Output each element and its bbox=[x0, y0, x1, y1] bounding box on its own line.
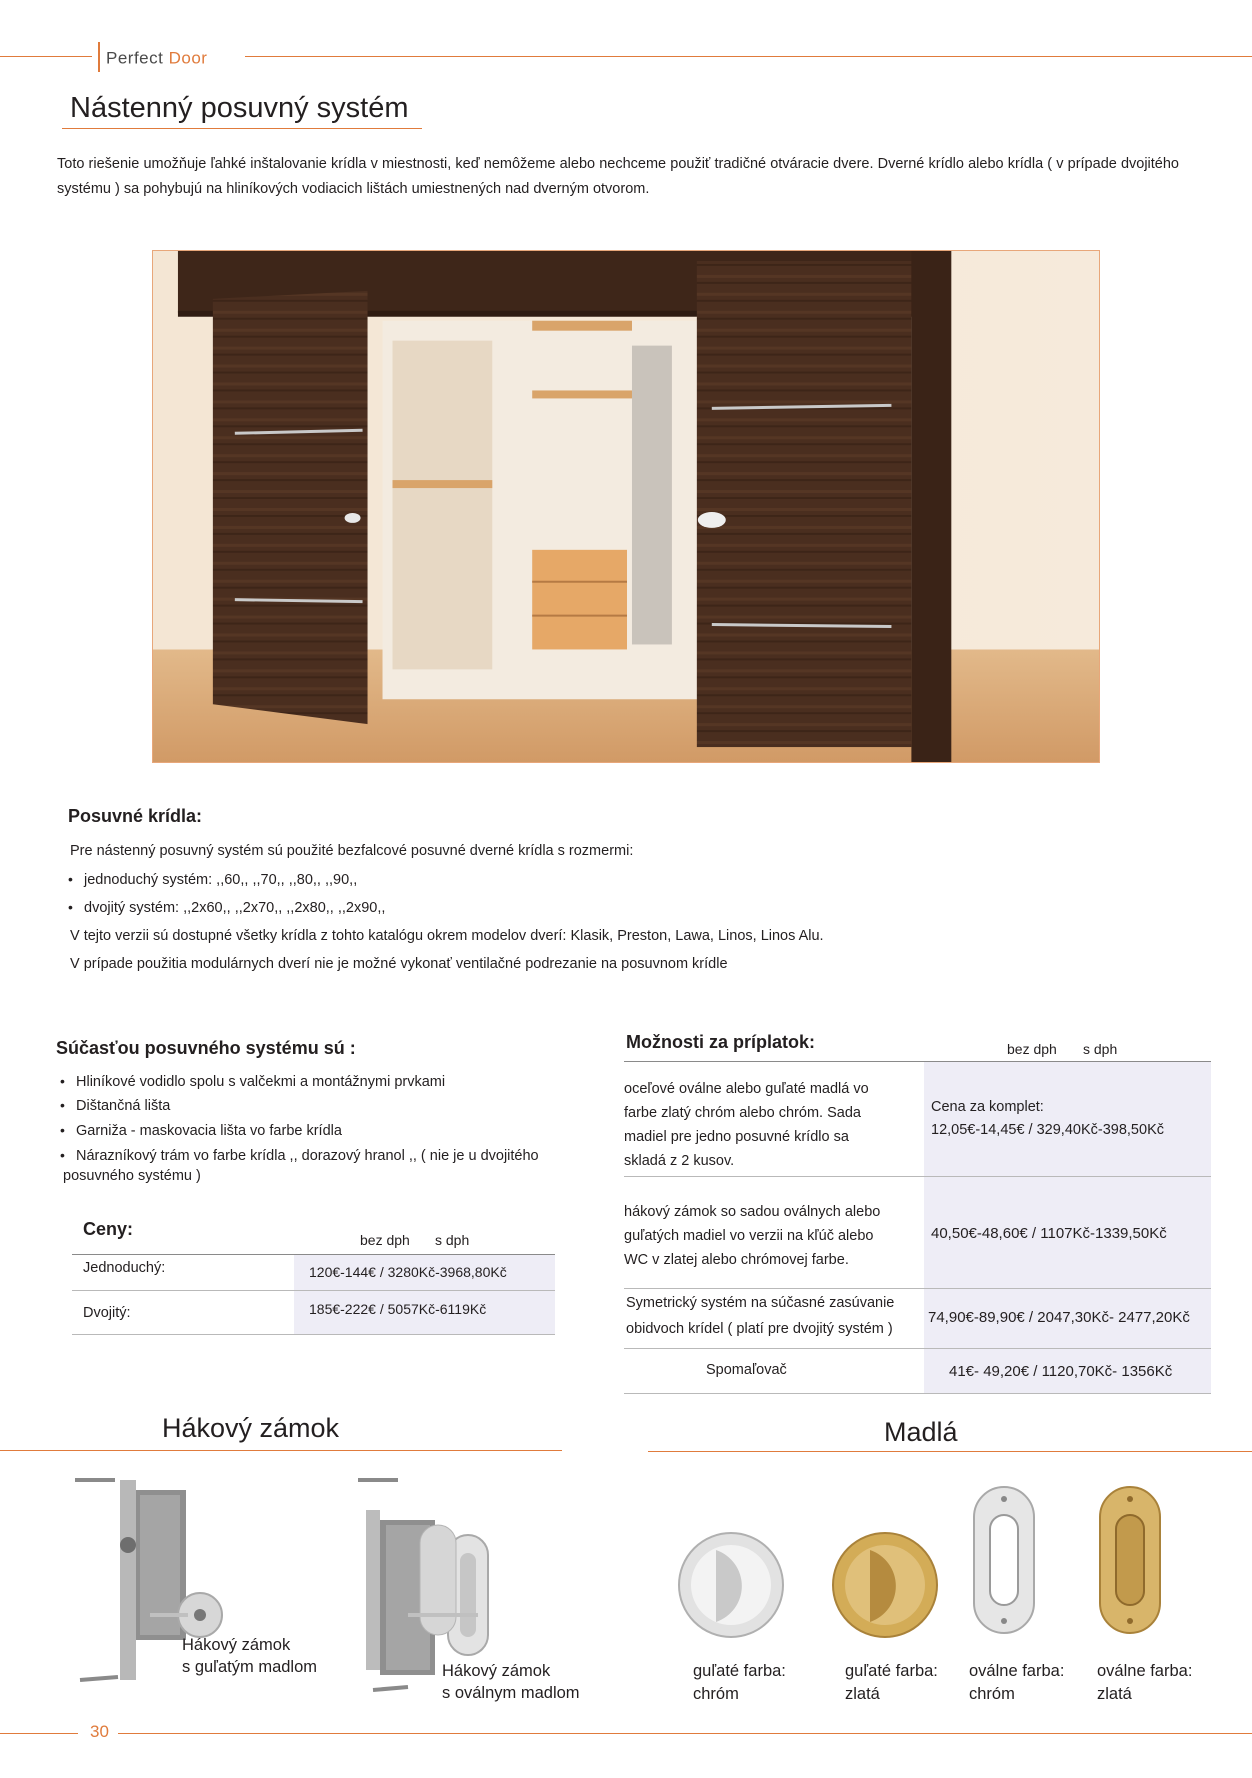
logo-bar bbox=[98, 42, 100, 72]
handle-caption-line1: guľaté farba: bbox=[845, 1662, 938, 1680]
option-line: madiel pre jedno posuvné krídlo sa bbox=[624, 1129, 849, 1145]
sliding-door-photo bbox=[152, 250, 1100, 763]
option-line: obidvoch krídel ( platí pre dvojitý systém ) bbox=[626, 1321, 893, 1337]
prices-heading: Ceny: bbox=[83, 1219, 134, 1239]
header-rule-left bbox=[0, 56, 92, 57]
prices-row-rule bbox=[72, 1334, 555, 1335]
wings-item: • jednoduchý systém: ,,60,, ,,70,, ,,80,, ,,90,, bbox=[68, 869, 357, 890]
price-row-value: 120€-144€ / 3280Kč-3968,80Kč bbox=[309, 1264, 507, 1280]
brand-name-part2: Door bbox=[168, 48, 208, 68]
price-row-label: Jednoduchý: bbox=[83, 1260, 166, 1276]
locks-heading-rule bbox=[0, 1450, 562, 1451]
footer-rule-left bbox=[0, 1733, 78, 1734]
wings-note: V tejto verzii sú dostupné všetky krídla z tohto katalógu okrem modelov dverí: Klasik, Preston, Lawa, Linos, Linos Alu. bbox=[70, 928, 824, 944]
option-price: 41€- 49,20€ / 1120,70Kč- 1356Kč bbox=[949, 1363, 1173, 1380]
option-price-label: Cena za komplet: bbox=[931, 1099, 1044, 1115]
lock-caption-line2: s guľatým madlom bbox=[182, 1658, 318, 1676]
option-line: Symetrický systém na súčasné zasúvanie bbox=[626, 1295, 895, 1311]
title-underline bbox=[62, 128, 422, 129]
lock-caption-line2: s oválnym madlom bbox=[442, 1684, 580, 1702]
brand-logo bbox=[98, 44, 207, 74]
price-row-label: Dvojitý: bbox=[83, 1305, 131, 1321]
wings-heading: Posuvné krídla: bbox=[68, 806, 203, 826]
brand-name-part1: Perfect bbox=[106, 48, 164, 68]
options-row-rule bbox=[624, 1393, 1211, 1394]
handle-oval-gold-image bbox=[1098, 1485, 1162, 1635]
handles-heading-rule bbox=[648, 1451, 1252, 1452]
handle-caption-line1: oválne farba: bbox=[1097, 1662, 1193, 1680]
option-description bbox=[624, 1077, 911, 1173]
handle-caption-line1: oválne farba: bbox=[969, 1662, 1065, 1680]
options-row-rule bbox=[624, 1348, 1211, 1349]
lock-caption-line1: Hákový zámok bbox=[442, 1662, 551, 1680]
option-line: farbe zlatý chróm alebo chróm. Sada bbox=[624, 1105, 861, 1121]
parts-item: • Dištančná lišta bbox=[60, 1095, 170, 1116]
prices-col-without-vat: bez dph bbox=[360, 1232, 410, 1248]
parts-item: • Nárazníkový trám vo farbe krídla ,, dorazový hranol ,, ( nie je u dvojitého bbox=[60, 1145, 605, 1166]
parts-heading: Súčasťou posuvného systému sú : bbox=[56, 1038, 356, 1058]
option-description bbox=[624, 1200, 914, 1272]
options-row-rule bbox=[624, 1176, 1211, 1177]
handle-caption-line1: guľaté farba: bbox=[693, 1662, 786, 1680]
page-number: 30 bbox=[90, 1722, 109, 1741]
prices-row-rule bbox=[72, 1290, 555, 1291]
parts-item-continuation: posuvného systému ) bbox=[63, 1168, 201, 1184]
option-line: guľatých madiel vo verzii na kľúč alebo bbox=[624, 1228, 874, 1244]
options-heading: Možnosti za príplatok: bbox=[626, 1032, 815, 1052]
options-row-rule bbox=[624, 1288, 1211, 1289]
option-line: skladá z 2 kusov. bbox=[624, 1153, 735, 1169]
handle-caption-line2: zlatá bbox=[1097, 1685, 1132, 1703]
option-price: 12,05€-14,45€ / 329,40Kč-398,50Kč bbox=[931, 1122, 1164, 1138]
parts-item: • Hliníkové vodidlo spolu s valčekmi a montážnymi prvkami bbox=[60, 1071, 445, 1092]
handle-caption-line2: zlatá bbox=[845, 1685, 880, 1703]
parts-item: • Garniža - maskovacia lišta vo farbe krídla bbox=[60, 1120, 342, 1141]
handle-round-gold-image bbox=[830, 1530, 940, 1640]
option-description bbox=[626, 1290, 926, 1342]
option-line: oceľové oválne alebo guľaté madlá vo bbox=[624, 1081, 869, 1097]
handle-caption-line2: chróm bbox=[693, 1685, 739, 1703]
handle-caption-line2: chróm bbox=[969, 1685, 1015, 1703]
handles-heading: Madlá bbox=[884, 1417, 958, 1447]
options-col-without-vat: bez dph bbox=[1007, 1041, 1057, 1057]
options-col-with-vat: s dph bbox=[1083, 1041, 1118, 1057]
lock-caption-line1: Hákový zámok bbox=[182, 1636, 291, 1654]
wings-lead: Pre nástenný posuvný systém sú použité bezfalcové posuvné dverné krídla s rozmermi: bbox=[70, 843, 634, 859]
wings-note: V prípade použitia modulárnych dverí nie je možné vykonať ventilačné podrezanie na posuvnom krídle bbox=[70, 956, 728, 972]
handle-round-chrome-image bbox=[676, 1530, 786, 1640]
option-price: 40,50€-48,60€ / 1107Kč-1339,50Kč bbox=[931, 1225, 1167, 1242]
option-description: Spomaľovač bbox=[706, 1362, 787, 1378]
option-line: hákový zámok so sadou oválnych alebo bbox=[624, 1204, 881, 1220]
page-title: Nástenný posuvný systém bbox=[70, 92, 409, 124]
locks-heading: Hákový zámok bbox=[162, 1413, 340, 1443]
wings-item: • dvojitý systém: ,,2x60,, ,,2x70,, ,,2x80,, ,,2x90,, bbox=[68, 897, 385, 918]
price-row-value: 185€-222€ / 5057Kč-6119Kč bbox=[309, 1301, 487, 1317]
footer-rule-right bbox=[118, 1733, 1252, 1734]
option-line: WC v zlatej alebo chrómovej farbe. bbox=[624, 1252, 849, 1268]
handle-oval-chrome-image bbox=[972, 1485, 1036, 1635]
option-price: 74,90€-89,90€ / 2047,30Kč- 2477,20Kč bbox=[928, 1309, 1190, 1326]
header-rule-right bbox=[245, 56, 1252, 57]
prices-col-with-vat: s dph bbox=[435, 1232, 470, 1248]
intro-paragraph: Toto riešenie umožňuje ľahké inštalovanie krídla v miestnosti, keď nemôžeme alebo nechceme použiť tradičné otváracie dvere. Dverné krídlo alebo krídla ( v prípade dvojitého systému ) sa pohybujú na hliníkových vodiacich lištách umiestnených nad dverným otvorom. bbox=[57, 156, 1179, 197]
